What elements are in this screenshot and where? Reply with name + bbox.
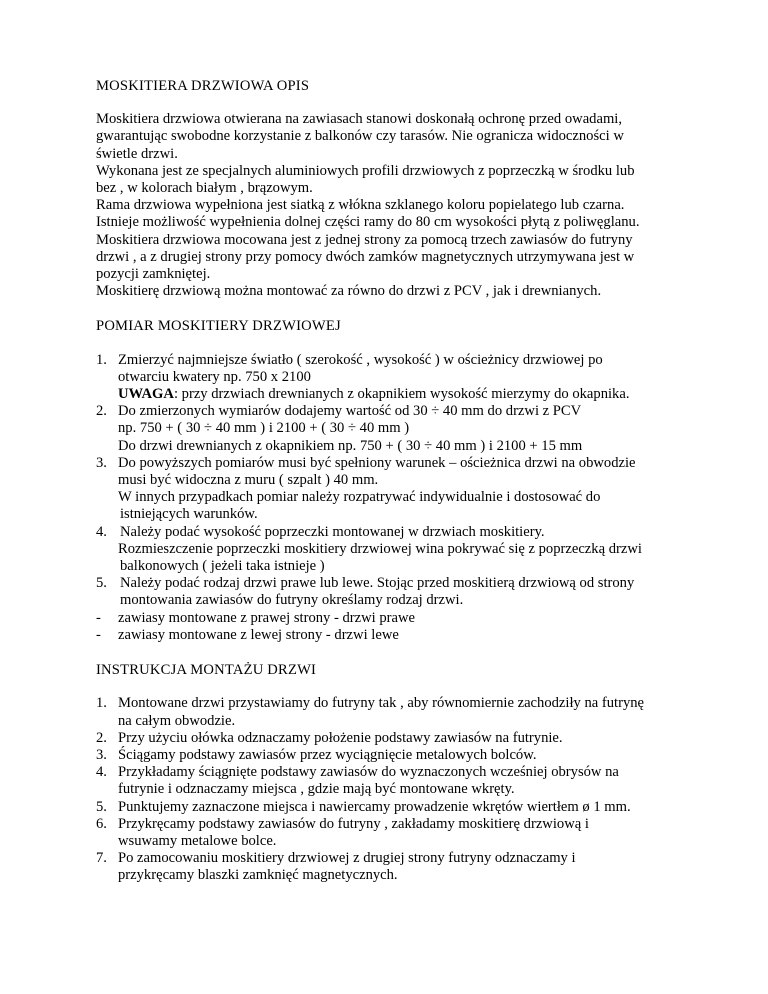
list-item xyxy=(96,816,696,850)
list-number: 5. xyxy=(96,798,107,815)
warning-label: UWAGA xyxy=(118,386,174,403)
text-line: Rozmieszczenie poprzeczki moskitiery drzwiowej wina pokrywać się z poprzeczką drzwi xyxy=(118,540,642,557)
text-line: futrynie i odznaczamy miejsca , gdzie mają być montowane wkręty. xyxy=(118,781,515,798)
text-line: bez , w kolorach białym , brązowym. xyxy=(96,180,313,197)
text-line: Moskitierę drzwiową można montować za równo do drzwi z PCV , jak i drewnianych. xyxy=(96,283,602,300)
text-line: Po zamocowaniu moskitiery drzwiowej z drugiej strony futryny odznaczamy i xyxy=(118,850,576,867)
text-line: wsuwamy metalowe bolce. xyxy=(118,832,277,849)
list-number: 1. xyxy=(96,695,107,712)
list-number: 3. xyxy=(96,454,107,471)
list-item xyxy=(96,455,696,524)
section-title-opis: MOSKITIERA DRZWIOWA OPIS xyxy=(96,78,310,94)
list-item xyxy=(96,764,696,798)
list-item xyxy=(96,747,696,764)
text-line: przykręcamy blaszki zamknięć magnetycznych. xyxy=(118,867,398,884)
text-line: W innych przypadkach pomiar należy rozpatrywać indywidualnie i dostosować do xyxy=(118,489,601,506)
list-item xyxy=(96,850,696,884)
text-line: Moskitiera drzwiowa mocowana jest z jednej strony za pomocą trzech zawiasów do futryny xyxy=(96,231,633,248)
text-line: pozycji zamkniętej. xyxy=(96,266,211,283)
list-number: 2. xyxy=(96,729,107,746)
text-line: np. 750 + ( 30 ÷ 40 mm ) i 2100 + ( 30 ÷ 40 mm ) xyxy=(118,420,410,437)
text-line: Zmierzyć najmniejsze światło ( szerokość , wysokość ) w ościeżnicy drzwiowej po xyxy=(118,351,603,368)
text-line: Ściągamy podstawy zawiasów przez wyciągnięcie metalowych bolców. xyxy=(118,746,537,763)
document-body xyxy=(96,78,696,885)
text-line: Przy użyciu ołówka odznaczamy położenie podstawy zawiasów na futrynie. xyxy=(118,729,563,746)
list-number: 2. xyxy=(96,403,107,420)
list-item xyxy=(96,575,696,609)
text-line: świetle drzwi. xyxy=(96,145,178,162)
text-line: zawiasy montowane z prawej strony - drzwi prawe xyxy=(118,609,416,626)
text-line: Do powyższych pomiarów musi być spełniony warunek – ościeżnica drzwi na obwodzie xyxy=(118,454,636,471)
dash-bullet: - xyxy=(96,626,101,643)
text-line: Moskitiera drzwiowa otwierana na zawiasach stanowi doskonałą ochronę przed owadami, xyxy=(96,111,622,128)
text-line: balkonowych ( jeżeli taka istnieje ) xyxy=(120,558,325,575)
list-number: 5. xyxy=(96,575,107,592)
list-item xyxy=(96,695,696,729)
warning-text: : przy drzwiach drewnianych z okapnikiem wysokość mierzymy do okapnika. xyxy=(173,386,630,403)
text-line: Punktujemy zaznaczone miejsca i nawiercamy prowadzenie wkrętów wiertłem ø 1 mm. xyxy=(118,798,631,815)
section-title-instrukcja: INSTRUKCJA MONTAŻU DRZWI xyxy=(96,662,317,679)
description-paragraph xyxy=(96,111,696,300)
dash-list-item xyxy=(96,610,696,627)
list-item xyxy=(96,403,696,455)
list-number: 1. xyxy=(96,351,107,368)
dash-list-item xyxy=(96,627,696,644)
list-item xyxy=(96,352,696,404)
text-line: otwarciu kwatery np. 750 x 2100 xyxy=(118,368,311,385)
text-line: Do drzwi drewnianych z okapnikiem np. 750 + ( 30 ÷ 40 mm ) i 2100 + 15 mm xyxy=(118,437,583,454)
text-line: istniejących warunków. xyxy=(120,506,258,523)
text-line: na całym obwodzie. xyxy=(118,712,236,729)
list-number: 4. xyxy=(96,764,107,781)
text-line: zawiasy montowane z lewej strony - drzwi lewe xyxy=(118,626,399,643)
dash-bullet: - xyxy=(96,609,101,626)
text-line: Istnieje możliwość wypełnienia dolnej części ramy do 80 cm wysokości płytą z poliwęglanu. xyxy=(96,214,640,231)
text-line: Należy podać rodzaj drzwi prawe lub lewe. Stojąc przed moskitierą drzwiową od strony xyxy=(120,575,635,592)
text-line: Do zmierzonych wymiarów dodajemy wartość od 30 ÷ 40 mm do drzwi z PCV xyxy=(118,403,582,420)
text-line: Montowane drzwi przystawiamy do futryny tak , aby równomiernie zachodziły na futrynę xyxy=(118,695,645,712)
section-title-pomiar: POMIAR MOSKITIERY DRZWIOWEJ xyxy=(96,318,341,335)
text-line: montowania zawiasów do futryny określamy rodzaj drzwi. xyxy=(120,592,464,609)
text-line: Należy podać wysokość poprzeczki montowanej w drzwiach moskitiery. xyxy=(120,523,545,540)
measurement-steps-list xyxy=(96,352,696,610)
text-line: Przykładamy ściągnięte podstawy zawiasów do wyznaczonych wcześniej obrysów na xyxy=(118,764,619,781)
list-number: 3. xyxy=(96,746,107,763)
text-line: musi być widoczna z muru ( szpalt ) 40 mm. xyxy=(118,472,379,489)
list-item xyxy=(96,730,696,747)
text-line: Rama drzwiowa wypełniona jest siatką z włókna szklanego koloru popielatego lub czarna. xyxy=(96,197,625,214)
list-number: 7. xyxy=(96,850,107,867)
list-number: 4. xyxy=(96,523,107,540)
text-line: Przykręcamy podstawy zawiasów do futryny , zakładamy moskitierę drzwiową i xyxy=(118,815,589,832)
text-line: gwarantując swobodne korzystanie z balkonów czy tarasów. Nie ogranicza widoczności w xyxy=(96,128,624,145)
list-item xyxy=(96,524,696,576)
text-line: Wykonana jest ze specjalnych aluminiowych profili drzwiowych z poprzeczką w środku lub xyxy=(96,162,635,179)
list-item xyxy=(96,799,696,816)
installation-steps-list xyxy=(96,695,696,884)
warning-line xyxy=(118,386,696,403)
list-number: 6. xyxy=(96,815,107,832)
text-line: drzwi , a z drugiej strony przy pomocy dwóch zamków magnetycznych utrzymywana jest w xyxy=(96,248,635,265)
